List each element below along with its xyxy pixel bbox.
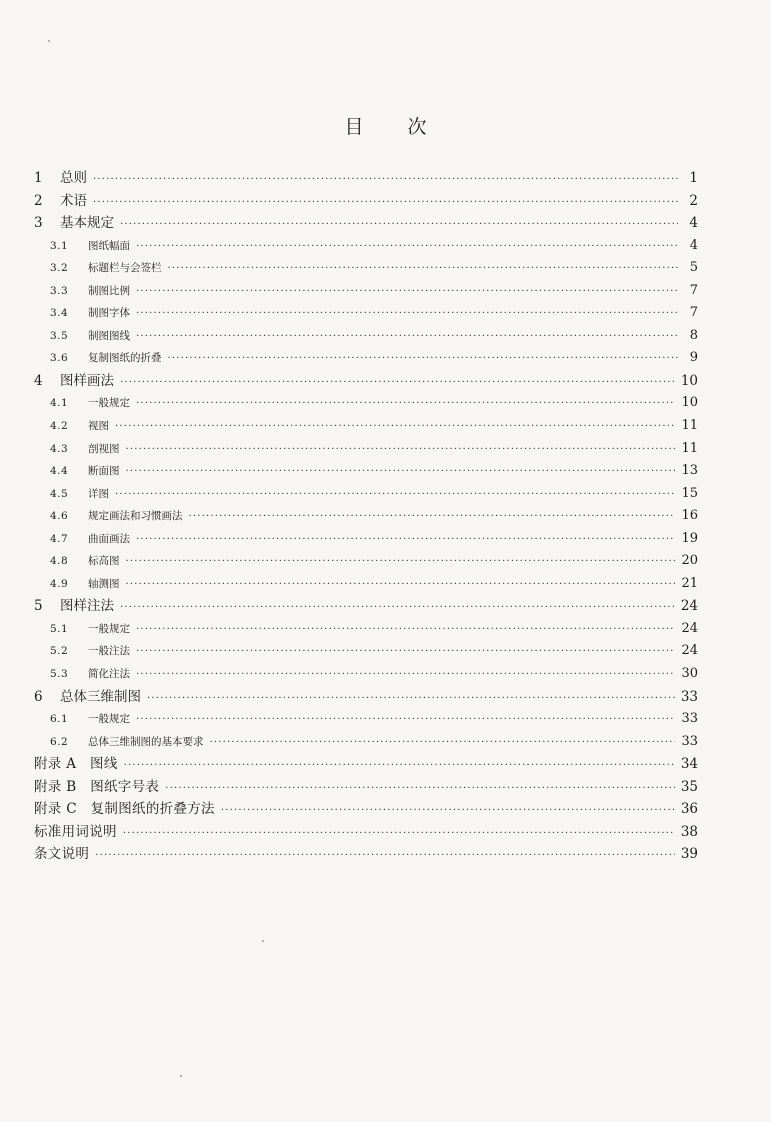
scan-speck xyxy=(180,1075,182,1077)
toc-entry-label: 条文说明 xyxy=(34,846,90,863)
toc-entry-label: 图纸幅面 xyxy=(88,239,130,252)
toc-entry-label: 规定画法和习惯画法 xyxy=(88,510,183,523)
toc-entry[interactable] xyxy=(34,460,698,483)
toc-entry-page-number: 8 xyxy=(689,327,698,343)
toc-entry[interactable] xyxy=(34,528,698,551)
toc-entry-number: 3.1 xyxy=(50,239,69,252)
toc-entry-page-number: 34 xyxy=(680,756,698,773)
toc-entry-page-number: 1 xyxy=(689,170,698,186)
toc-entry-number: 2 xyxy=(34,192,43,209)
toc-entry[interactable] xyxy=(34,573,698,596)
toc-entry[interactable] xyxy=(34,302,698,325)
title-char-2: 次 xyxy=(407,116,427,138)
dot-leader xyxy=(136,619,675,642)
toc-entry[interactable] xyxy=(34,550,698,573)
toc-entry[interactable] xyxy=(34,708,698,731)
toc-entry[interactable] xyxy=(34,640,698,663)
toc-entry[interactable] xyxy=(34,370,698,393)
table-of-contents xyxy=(34,167,698,866)
dot-leader xyxy=(147,688,675,711)
toc-entry-label: 总体三维制图 xyxy=(60,688,141,705)
toc-entry-number: 4.2 xyxy=(50,420,69,433)
toc-entry[interactable] xyxy=(34,686,698,709)
toc-entry-label: 总则 xyxy=(60,170,87,186)
toc-entry-label: 详图 xyxy=(88,487,109,500)
toc-entry-page-number: 9 xyxy=(689,350,698,366)
toc-entry-page-number: 36 xyxy=(680,801,698,818)
toc-entry[interactable] xyxy=(34,505,698,528)
toc-entry-page-number: 33 xyxy=(681,733,698,749)
toc-entry-page-number: 7 xyxy=(689,305,698,321)
toc-entry-number: 4.5 xyxy=(50,487,69,500)
toc-entry-number: 4.7 xyxy=(50,532,69,545)
dot-leader xyxy=(189,506,676,529)
toc-entry-page-number: 38 xyxy=(680,823,698,840)
toc-entry-page-number: 15 xyxy=(681,485,698,501)
toc-entry-number: 4.4 xyxy=(50,465,69,478)
toc-entry[interactable] xyxy=(34,798,698,821)
toc-entry-label: 总体三维制图的基本要求 xyxy=(88,735,204,748)
scan-speck xyxy=(48,40,50,42)
toc-entry[interactable] xyxy=(34,212,698,235)
dot-leader xyxy=(126,439,676,462)
toc-entry-number: 5.3 xyxy=(50,668,69,681)
toc-entry-label: 附录 C 复制图纸的折叠方法 xyxy=(34,801,215,818)
toc-entry[interactable] xyxy=(34,167,698,190)
toc-entry-page-number: 5 xyxy=(689,260,698,276)
toc-entry-number: 4.8 xyxy=(50,555,69,568)
toc-entry-label: 术语 xyxy=(60,192,87,209)
toc-entry-number: 4.3 xyxy=(50,442,69,455)
toc-entry[interactable] xyxy=(34,776,698,799)
toc-entry-number: 1 xyxy=(34,170,43,186)
toc-entry-label: 标准用词说明 xyxy=(34,823,117,840)
toc-entry-label: 一般规定 xyxy=(88,713,130,726)
toc-entry-label: 一般规定 xyxy=(88,397,130,410)
toc-entry-number: 4.1 xyxy=(50,397,69,410)
toc-entry-page-number: 7 xyxy=(689,282,698,298)
dot-leader xyxy=(136,393,675,416)
toc-entry-page-number: 16 xyxy=(681,508,698,524)
toc-entry[interactable] xyxy=(34,190,698,213)
dot-leader xyxy=(120,372,675,395)
toc-entry-label: 附录 A 图线 xyxy=(34,756,118,773)
dot-leader xyxy=(115,416,675,439)
toc-entry[interactable] xyxy=(34,595,698,618)
dot-leader xyxy=(165,778,675,801)
toc-entry-label: 剖视图 xyxy=(88,442,120,455)
dot-leader xyxy=(123,823,675,846)
toc-entry[interactable] xyxy=(34,438,698,461)
scan-speck xyxy=(262,940,264,942)
toc-entry-number: 5.1 xyxy=(50,622,69,635)
dot-leader xyxy=(124,755,675,778)
toc-entry-label: 简化注法 xyxy=(88,668,130,681)
toc-entry-page-number: 21 xyxy=(681,575,698,591)
toc-entry-label: 附录 B 图纸字号表 xyxy=(34,778,160,795)
toc-entry-number: 3 xyxy=(34,215,43,232)
title-char-1: 目 xyxy=(344,116,364,138)
toc-entry-number: 4 xyxy=(34,372,43,389)
toc-entry-page-number: 35 xyxy=(680,778,698,795)
toc-entry-number: 3.4 xyxy=(50,307,69,320)
dot-leader xyxy=(136,236,678,259)
toc-entry-label: 视图 xyxy=(88,420,109,433)
toc-entry-label: 图样注法 xyxy=(60,598,114,615)
toc-entry-page-number: 13 xyxy=(681,463,698,479)
toc-entry[interactable] xyxy=(34,280,698,303)
toc-entry[interactable] xyxy=(34,663,698,686)
dot-leader xyxy=(136,326,678,349)
dot-leader xyxy=(126,574,676,597)
toc-entry-label: 轴测图 xyxy=(88,577,120,590)
toc-entry-page-number: 10 xyxy=(681,395,698,411)
toc-entry-number: 6.2 xyxy=(50,735,69,748)
toc-entry[interactable] xyxy=(34,257,698,280)
toc-entry-page-number: 4 xyxy=(689,215,698,232)
toc-entry-number: 6.1 xyxy=(50,713,69,726)
dot-leader xyxy=(210,732,676,755)
toc-entry[interactable] xyxy=(34,731,698,754)
page-title xyxy=(0,112,771,139)
dot-leader xyxy=(221,800,675,823)
toc-entry-number: 5 xyxy=(34,598,43,615)
dot-leader xyxy=(136,281,678,304)
dot-leader xyxy=(126,461,676,484)
toc-entry-label: 基本规定 xyxy=(60,215,114,232)
toc-entry-number: 4.6 xyxy=(50,510,69,523)
toc-entry[interactable] xyxy=(34,618,698,641)
toc-entry-page-number: 11 xyxy=(681,418,698,434)
toc-entry-page-number: 19 xyxy=(681,530,698,546)
toc-entry-page-number: 2 xyxy=(689,192,698,209)
toc-entry[interactable] xyxy=(34,843,698,866)
dot-leader xyxy=(95,845,675,868)
toc-entry-page-number: 11 xyxy=(681,440,698,456)
toc-entry-page-number: 24 xyxy=(680,598,698,615)
toc-entry-page-number: 39 xyxy=(680,846,698,863)
dot-leader xyxy=(136,709,675,732)
dot-leader xyxy=(115,484,675,507)
toc-entry-label: 断面图 xyxy=(88,465,120,478)
toc-entry-label: 一般规定 xyxy=(88,622,130,635)
toc-entry-number: 5.2 xyxy=(50,645,69,658)
toc-entry[interactable] xyxy=(34,325,698,348)
toc-entry[interactable] xyxy=(34,483,698,506)
toc-entry-page-number: 4 xyxy=(689,237,698,253)
toc-entry-page-number: 33 xyxy=(681,711,698,727)
dot-leader xyxy=(168,258,679,281)
toc-entry-number: 3.3 xyxy=(50,284,69,297)
toc-entry-label: 图样画法 xyxy=(60,372,114,389)
toc-entry[interactable] xyxy=(34,821,698,844)
toc-entry-label: 制图图线 xyxy=(88,329,130,342)
toc-entry-label: 标高图 xyxy=(88,555,120,568)
toc-entry-number: 3.5 xyxy=(50,329,69,342)
toc-entry-page-number: 30 xyxy=(681,666,698,682)
toc-entry-number: 3.6 xyxy=(50,352,69,365)
dot-leader xyxy=(93,169,678,192)
toc-entry-page-number: 33 xyxy=(680,688,698,705)
toc-entry-page-number: 10 xyxy=(680,372,698,389)
toc-entry-label: 标题栏与会签栏 xyxy=(88,262,162,275)
toc-entry-label: 复制图纸的折叠 xyxy=(88,352,162,365)
dot-leader xyxy=(136,664,675,687)
dot-leader xyxy=(168,348,679,371)
dot-leader xyxy=(136,529,675,552)
dot-leader xyxy=(120,597,675,620)
toc-entry-page-number: 24 xyxy=(681,620,698,636)
dot-leader xyxy=(120,214,678,237)
toc-entry[interactable] xyxy=(34,392,698,415)
toc-entry-label: 制图比例 xyxy=(88,284,130,297)
toc-entry-number: 4.9 xyxy=(50,577,69,590)
toc-entry[interactable] xyxy=(34,235,698,258)
toc-entry-number: 3.2 xyxy=(50,262,69,275)
toc-entry[interactable] xyxy=(34,753,698,776)
toc-entry-page-number: 20 xyxy=(681,553,698,569)
dot-leader xyxy=(136,641,675,664)
dot-leader xyxy=(126,551,676,574)
toc-entry-number: 6 xyxy=(34,688,43,705)
toc-entry-page-number: 24 xyxy=(681,643,698,659)
toc-entry-label: 制图字体 xyxy=(88,307,130,320)
dot-leader xyxy=(136,303,678,326)
toc-entry[interactable] xyxy=(34,415,698,438)
dot-leader xyxy=(93,192,678,215)
toc-entry-label: 曲面画法 xyxy=(88,532,130,545)
toc-entry-label: 一般注法 xyxy=(88,645,130,658)
toc-entry[interactable] xyxy=(34,347,698,370)
